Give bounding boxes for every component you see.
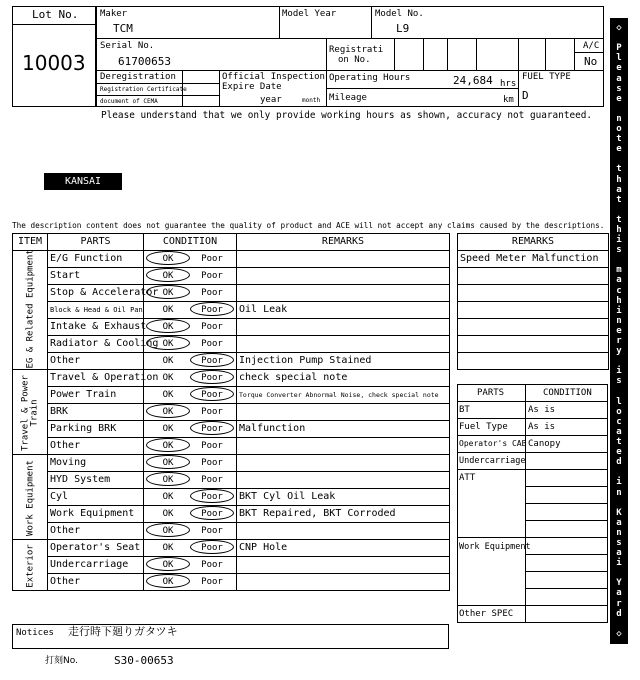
- side-note-char: r: [616, 336, 622, 347]
- remark-cell: BKT Cyl Oil Leak: [237, 489, 450, 506]
- table-row: [13, 319, 450, 336]
- poor-option: Poor: [201, 577, 223, 587]
- remarks-row-text: [458, 319, 609, 336]
- side-note-char: e: [616, 63, 622, 74]
- bt-value: As is: [528, 405, 556, 415]
- part-name: Other: [48, 353, 144, 370]
- table-row: [13, 285, 450, 302]
- condition-cell: [144, 506, 237, 523]
- side-note-char: n: [616, 113, 622, 124]
- model-year-label: Model Year: [282, 9, 337, 19]
- condition-cell: [144, 268, 237, 285]
- cema-document-label: document of CEMA: [100, 98, 158, 105]
- side-note-char: a: [616, 73, 622, 84]
- remarks-row-text: [458, 336, 609, 353]
- table-row: [13, 540, 450, 557]
- remarks-row-text: [458, 302, 609, 319]
- poor-circled: Poor: [190, 421, 234, 435]
- poor-circled: Poor: [190, 302, 234, 316]
- remarks-row-text: [458, 285, 609, 302]
- ok-circled: OK: [146, 319, 190, 333]
- group-label: Work Equipment: [25, 459, 35, 536]
- lot-label: Lot No.: [32, 8, 79, 21]
- fuel-type-label: FUEL TYPE: [522, 72, 571, 82]
- side-note-char: n: [616, 527, 622, 538]
- ac-value: No: [584, 55, 598, 68]
- table-row: [13, 421, 450, 438]
- condition-cell: [144, 319, 237, 336]
- side-note-char: a: [616, 588, 622, 599]
- remark-cell: [237, 285, 450, 302]
- poor-option: Poor: [201, 475, 223, 485]
- part-name: Radiator & Cooling: [48, 336, 144, 353]
- mileage-unit: km: [503, 95, 514, 105]
- remark-cell: Injection Pump Stained: [237, 353, 450, 370]
- side-note-char: a: [616, 275, 622, 286]
- table-row: [13, 387, 450, 404]
- side-note-char: a: [616, 184, 622, 195]
- remarks-row: [458, 285, 609, 302]
- side-note-char: e: [616, 325, 622, 336]
- other-spec-label: Other SPEC: [459, 609, 514, 619]
- side-note-char: s: [616, 376, 622, 387]
- stamp-value: S30-00653: [114, 654, 174, 667]
- part-name: Work Equipment: [48, 506, 144, 523]
- remarks-row: [458, 336, 609, 353]
- side-note-char: n: [616, 315, 622, 326]
- maker-value: TCM: [113, 22, 133, 35]
- side-note-char: s: [616, 83, 622, 94]
- model-no-value: L9: [396, 22, 410, 35]
- fuel-type-row-label: Fuel Type: [459, 422, 508, 432]
- side-remarks-table: [457, 233, 609, 370]
- side-note-char: t: [616, 437, 622, 448]
- poor-option: Poor: [201, 254, 223, 264]
- work-equipment-label: Work Equipment: [459, 542, 531, 552]
- side-note-char: ◇: [616, 628, 622, 639]
- side-note-char: h: [616, 224, 622, 235]
- ok-circled: OK: [146, 285, 190, 299]
- hours-unit: hrs: [500, 79, 517, 89]
- serial-value: 61700653: [118, 55, 171, 68]
- condition-header: CONDITION: [144, 234, 237, 251]
- part-name: Cyl: [48, 489, 144, 506]
- poor-option: Poor: [201, 441, 223, 451]
- table-row: [13, 472, 450, 489]
- remarks-row-text: Speed Meter Malfunction: [458, 251, 609, 268]
- side-note-char: i: [616, 558, 622, 569]
- ok-circled: OK: [146, 251, 190, 265]
- side-note-char: t: [616, 164, 622, 175]
- lot-number: 10003: [22, 51, 86, 75]
- ok-option: OK: [162, 509, 174, 519]
- remarks-header: REMARKS: [237, 234, 450, 251]
- operator-cab-value: Canopy: [528, 439, 561, 449]
- side-note-char: t: [616, 134, 622, 145]
- condition-cell: [144, 489, 237, 506]
- condition-cell: [144, 353, 237, 370]
- side-note-char: l: [616, 396, 622, 407]
- group-cell: [13, 455, 48, 540]
- part-name: Travel & Operation: [48, 370, 144, 387]
- side-note-char: o: [616, 406, 622, 417]
- condition-cell: [144, 421, 237, 438]
- registration-certificate-label: Registration Certificate: [100, 86, 187, 93]
- part-name: Block & Head & Oil Pan: [48, 302, 144, 319]
- group-label: Exterior: [25, 543, 35, 588]
- poor-circled: Poor: [190, 489, 234, 503]
- remarks-row: [458, 353, 609, 370]
- side-note-char: l: [616, 53, 622, 64]
- side-note-char: c: [616, 416, 622, 427]
- table-row: [13, 404, 450, 421]
- remark-cell: [237, 438, 450, 455]
- part-name: Moving: [48, 455, 144, 472]
- ok-circled: OK: [146, 557, 190, 571]
- condition-cell: [144, 472, 237, 489]
- part-name: Undercarriage: [48, 557, 144, 574]
- remarks-row: [458, 302, 609, 319]
- notices-text: 走行時下廻りガタツキ: [68, 625, 178, 638]
- parts-col-header: PARTS: [477, 388, 505, 398]
- condition-cell: [144, 523, 237, 540]
- ok-option: OK: [162, 373, 174, 383]
- condition-cell: [144, 455, 237, 472]
- ok-circled: OK: [146, 336, 190, 350]
- side-note-char: e: [616, 144, 622, 155]
- side-note-char: t: [616, 214, 622, 225]
- side-note-char: c: [616, 285, 622, 296]
- part-name: Other: [48, 574, 144, 591]
- table-row: [13, 506, 450, 523]
- side-note-char: i: [616, 477, 622, 488]
- condition-table: [12, 233, 450, 591]
- ok-circled: OK: [146, 472, 190, 486]
- remarks-row: [458, 251, 609, 268]
- model-no-label: Model No.: [375, 9, 424, 19]
- ok-option: OK: [162, 390, 174, 400]
- remark-cell: [237, 319, 450, 336]
- poor-option: Poor: [201, 271, 223, 281]
- side-note-char: a: [616, 548, 622, 559]
- side-note-char: i: [616, 235, 622, 246]
- part-name: Stop & Accelerator: [48, 285, 144, 302]
- condition-cell: [144, 404, 237, 421]
- part-name: BRK: [48, 404, 144, 421]
- remark-cell: [237, 268, 450, 285]
- table-row: [13, 523, 450, 540]
- poor-option: Poor: [201, 526, 223, 536]
- condition-cell: [144, 285, 237, 302]
- remark-cell: CNP Hole: [237, 540, 450, 557]
- side-note-char: P: [616, 43, 622, 54]
- side-note-char: t: [616, 194, 622, 205]
- part-name: Start: [48, 268, 144, 285]
- side-note-char: o: [616, 124, 622, 135]
- ok-option: OK: [162, 305, 174, 315]
- group-cell: [13, 540, 48, 591]
- side-note-char: y: [616, 346, 622, 357]
- inspection-label-2: Expire Date: [222, 82, 282, 92]
- table-row: [13, 574, 450, 591]
- side-note-char: h: [616, 174, 622, 185]
- remark-cell: Torque Converter Abnormal Noise, check special note: [237, 387, 450, 404]
- poor-option: Poor: [201, 458, 223, 468]
- side-note-char: a: [616, 426, 622, 437]
- table-row: [13, 336, 450, 353]
- ok-option: OK: [162, 356, 174, 366]
- poor-option: Poor: [201, 288, 223, 298]
- registration-label-2: on No.: [338, 55, 371, 65]
- poor-circled: Poor: [190, 506, 234, 520]
- mileage-label: Mileage: [329, 93, 367, 103]
- part-name: Power Train: [48, 387, 144, 404]
- bt-label: BT: [459, 405, 470, 415]
- operator-cab-label: Operator's CAB: [459, 439, 527, 448]
- ac-label: A/C: [583, 41, 600, 51]
- side-note-char: e: [616, 93, 622, 104]
- ok-circled: OK: [146, 268, 190, 282]
- disclaimer-text: The description content does not guarantee the quality of product and ACE will not accept any claims caused by the descriptions.: [12, 221, 605, 230]
- side-note-char: i: [616, 366, 622, 377]
- poor-option: Poor: [201, 339, 223, 349]
- table-row: [13, 455, 450, 472]
- ok-circled: OK: [146, 404, 190, 418]
- part-name: E/G Function: [48, 251, 144, 268]
- side-note-char: s: [616, 245, 622, 256]
- remarks-row-text: [458, 268, 609, 285]
- remark-cell: [237, 404, 450, 421]
- remark-cell: Oil Leak: [237, 302, 450, 319]
- remark-cell: Malfunction: [237, 421, 450, 438]
- group-cell: [13, 248, 48, 370]
- side-note-char: d: [616, 457, 622, 468]
- table-row: [13, 438, 450, 455]
- side-note-char: K: [616, 507, 622, 518]
- side-note-char: h: [616, 295, 622, 306]
- ok-option: OK: [162, 424, 174, 434]
- ok-circled: OK: [146, 574, 190, 588]
- part-name: Other: [48, 438, 144, 455]
- remark-cell: [237, 523, 450, 540]
- poor-option: Poor: [201, 560, 223, 570]
- ok-circled: OK: [146, 438, 190, 452]
- location-badge: KANSAI: [44, 173, 122, 190]
- side-note-char: m: [616, 265, 622, 276]
- deregistration-label: Deregistration: [100, 72, 176, 82]
- side-remarks-header: REMARKS: [458, 234, 609, 251]
- condition-cell: [144, 540, 237, 557]
- year-label: year: [260, 95, 282, 105]
- poor-option: Poor: [201, 407, 223, 417]
- condition-cell: [144, 438, 237, 455]
- condition-cell: [144, 336, 237, 353]
- stamp-label: 打刻No.: [45, 656, 78, 666]
- item-header: ITEM: [13, 234, 48, 251]
- condition-cell: [144, 302, 237, 319]
- part-name: Intake & Exhaust: [48, 319, 144, 336]
- poor-circled: Poor: [190, 353, 234, 367]
- table-row: [13, 302, 450, 319]
- table-row: [13, 251, 450, 268]
- remark-cell: [237, 472, 450, 489]
- condition-cell: [144, 370, 237, 387]
- remark-cell: [237, 455, 450, 472]
- undercarriage-label: Undercarriage: [459, 456, 526, 466]
- inspection-label-1: Official Inspection: [222, 72, 325, 82]
- table-row: [13, 268, 450, 285]
- ok-circled: OK: [146, 455, 190, 469]
- remark-cell: [237, 251, 450, 268]
- remarks-row: [458, 319, 609, 336]
- side-note-char: e: [616, 447, 622, 458]
- remarks-row-text: [458, 353, 609, 370]
- hours-label: Operating Hours: [329, 73, 411, 83]
- remark-cell: BKT Repaired, BKT Corroded: [237, 506, 450, 523]
- side-note-char: d: [616, 608, 622, 619]
- side-note-char: r: [616, 598, 622, 609]
- table-row: [13, 489, 450, 506]
- condition-cell: [144, 251, 237, 268]
- group-cell: [13, 370, 48, 455]
- serial-label: Serial No.: [100, 41, 155, 51]
- hours-accuracy-note: Please understand that we only provide working hours as shown, accuracy not guaranteed.: [101, 110, 593, 121]
- poor-circled: Poor: [190, 387, 234, 401]
- poor-circled: Poor: [190, 370, 234, 384]
- side-note-char: i: [616, 305, 622, 316]
- table-row: [13, 370, 450, 387]
- side-note-char: s: [616, 537, 622, 548]
- condition-cell: [144, 557, 237, 574]
- side-note-char: n: [616, 487, 622, 498]
- side-note-char: Y: [616, 578, 622, 589]
- fuel-type-row-value: As is: [528, 422, 556, 432]
- parts-header: PARTS: [48, 234, 144, 251]
- side-note-char: ◇: [616, 23, 622, 34]
- remark-cell: [237, 557, 450, 574]
- part-name: Other: [48, 523, 144, 540]
- group-label: EG & Related Equipment: [25, 248, 35, 368]
- maker-label: Maker: [100, 9, 128, 19]
- remark-cell: [237, 574, 450, 591]
- poor-circled: Poor: [190, 540, 234, 554]
- side-note-char: a: [616, 517, 622, 528]
- condition-cell: [144, 387, 237, 404]
- part-name: Operator's Seat: [48, 540, 144, 557]
- hours-value: 24,684: [453, 74, 493, 87]
- table-row: [13, 557, 450, 574]
- notices-label: Notices: [16, 628, 54, 638]
- location-side-note: [610, 18, 628, 644]
- condition-cell: [144, 574, 237, 591]
- remark-cell: [237, 336, 450, 353]
- condition-col-header: CONDITION: [543, 388, 592, 398]
- group-label: Travel & Power Train: [20, 374, 39, 451]
- month-label: month: [302, 97, 321, 104]
- remarks-row: [458, 268, 609, 285]
- remark-cell: check special note: [237, 370, 450, 387]
- ok-option: OK: [162, 543, 174, 553]
- fuel-type-value: D: [522, 89, 529, 102]
- registration-label-1: Registrati: [329, 45, 384, 55]
- att-label: ATT: [459, 473, 476, 483]
- part-name: HYD System: [48, 472, 144, 489]
- part-name: Parking BRK: [48, 421, 144, 438]
- ok-option: OK: [162, 492, 174, 502]
- table-row: [13, 353, 450, 370]
- poor-option: Poor: [201, 322, 223, 332]
- ok-circled: OK: [146, 523, 190, 537]
